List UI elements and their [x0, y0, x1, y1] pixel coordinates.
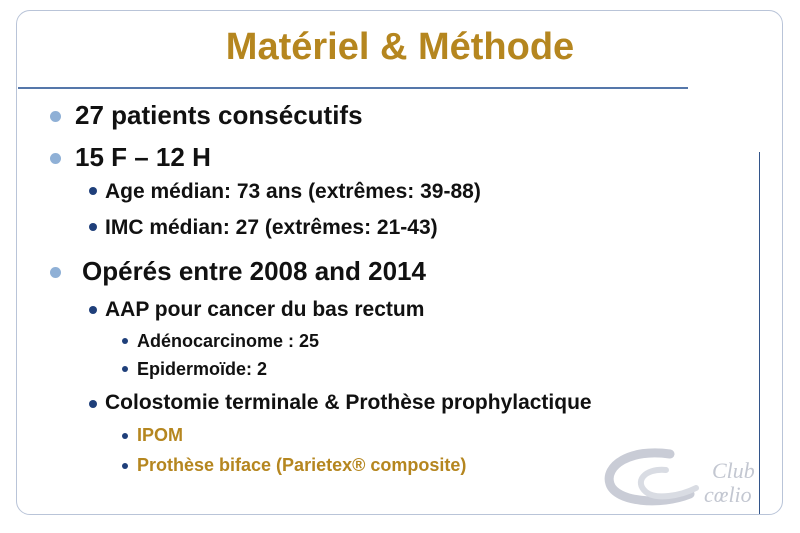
club-coelio-logo: [600, 444, 785, 510]
bullet-dot: [122, 366, 128, 372]
bullet-dot: [89, 223, 97, 231]
bullet-age: Age médian: 73 ans (extrêmes: 39-88): [105, 180, 481, 203]
slide-title: Matériel & Méthode: [225, 26, 575, 68]
bullet-sex-ratio: 15 F – 12 H: [75, 142, 211, 172]
bullet-dot: [89, 187, 97, 195]
bullet-dot: [122, 338, 128, 344]
bullet-aap: AAP pour cancer du bas rectum: [105, 298, 425, 321]
bullet-adenocarcinome: Adénocarcinome : 25: [137, 331, 320, 351]
logo-word-club: Club: [712, 458, 755, 483]
bullet-epidermoide: Epidermoïde: 2: [137, 359, 268, 379]
bullet-operes: Opérés entre 2008 and 2014: [82, 256, 426, 286]
bullet-dot: [50, 267, 61, 278]
bullet-colostomie: Colostomie terminale & Prothèse prophylactique: [105, 391, 592, 414]
logo-word-coelio: cœlio: [704, 482, 752, 507]
title-underline: [18, 87, 688, 89]
bullet-dot: [122, 433, 128, 439]
bullet-patients: 27 patients consécutifs: [75, 100, 363, 130]
bullet-dot: [89, 400, 97, 408]
bullet-dot: [122, 463, 128, 469]
bullet-dot: [50, 153, 61, 164]
bullet-prothese-biface: Prothèse biface (Parietex® composite): [137, 455, 467, 475]
bullet-dot: [50, 111, 61, 122]
bullet-dot: [89, 306, 97, 314]
bullet-imc: IMC médian: 27 (extrêmes: 21-43): [105, 216, 438, 239]
bullet-ipom: IPOM: [137, 425, 184, 445]
